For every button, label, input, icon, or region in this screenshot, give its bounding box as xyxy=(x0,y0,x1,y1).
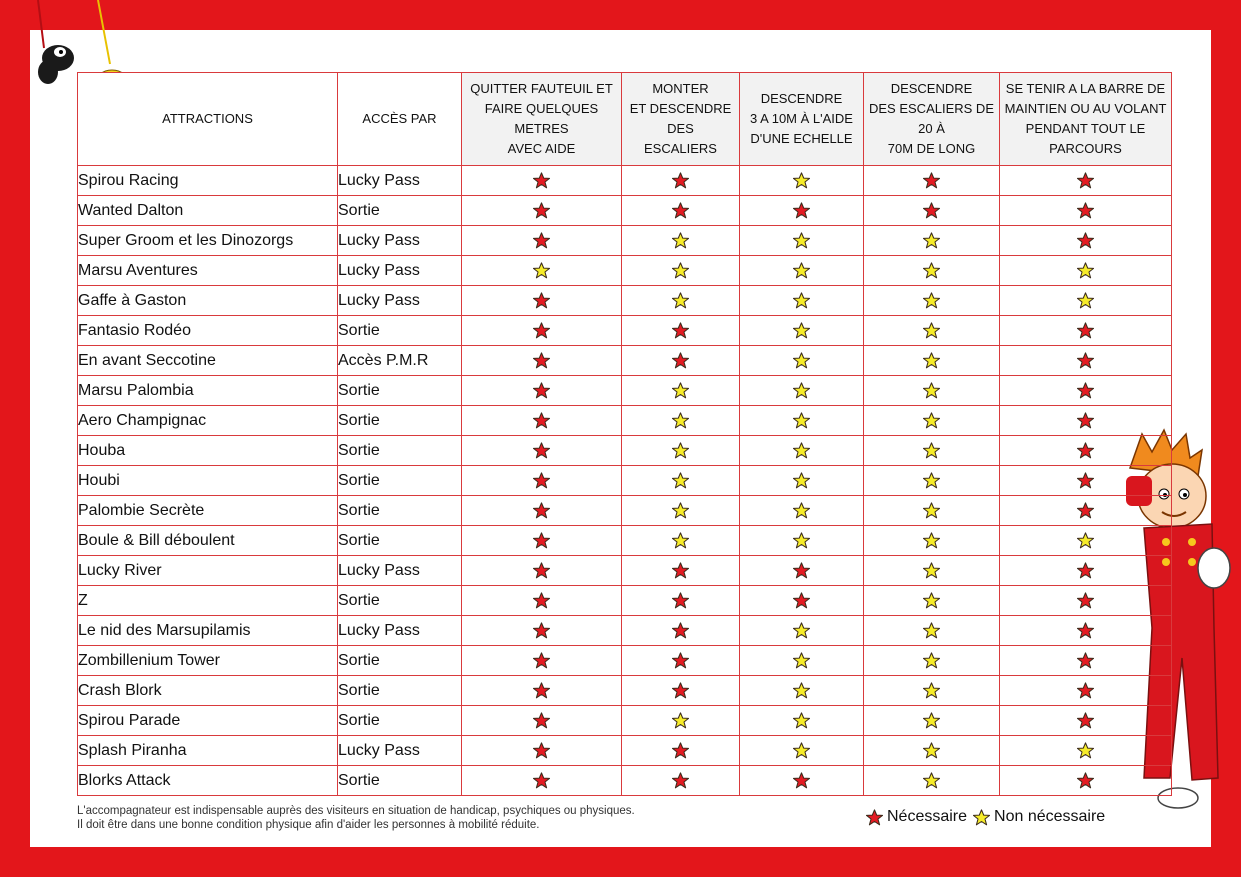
table-row xyxy=(78,316,1172,346)
attraction-name: Spirou Racing xyxy=(78,166,338,196)
yellow-star-icon xyxy=(1077,262,1094,279)
table-row xyxy=(78,706,1172,736)
requirement-cell xyxy=(864,586,1000,616)
requirement-cell xyxy=(1000,466,1172,496)
requirement-cell xyxy=(1000,556,1172,586)
access-type: Lucky Pass xyxy=(338,166,462,196)
requirement-cell xyxy=(864,556,1000,586)
yellow-star-icon xyxy=(923,652,940,669)
attraction-name: Blorks Attack xyxy=(78,766,338,796)
yellow-star-icon xyxy=(672,532,689,549)
requirement-cell xyxy=(740,226,864,256)
yellow-star-icon xyxy=(923,232,940,249)
table-row xyxy=(78,346,1172,376)
access-type: Sortie xyxy=(338,376,462,406)
attraction-name: Splash Piranha xyxy=(78,736,338,766)
red-star-icon xyxy=(1077,232,1094,249)
table-row xyxy=(78,766,1172,796)
yellow-star-icon xyxy=(672,262,689,279)
attraction-name: Fantasio Rodéo xyxy=(78,316,338,346)
requirement-cell xyxy=(1000,736,1172,766)
red-star-icon xyxy=(1077,652,1094,669)
requirement-cell xyxy=(462,376,622,406)
red-star-icon xyxy=(672,172,689,189)
red-star-icon xyxy=(1077,592,1094,609)
red-star-icon xyxy=(533,502,550,519)
access-type: Sortie xyxy=(338,646,462,676)
attraction-name: Z xyxy=(78,586,338,616)
requirement-cell xyxy=(622,256,740,286)
requirement-cell xyxy=(462,166,622,196)
requirement-cell xyxy=(864,706,1000,736)
table-header-row xyxy=(78,73,1172,166)
legend-necessaire-label: Nécessaire xyxy=(887,808,968,825)
table-row xyxy=(78,286,1172,316)
requirement-cell xyxy=(462,346,622,376)
red-star-icon xyxy=(1077,352,1094,369)
yellow-star-icon xyxy=(672,442,689,459)
red-star-icon xyxy=(1077,322,1094,339)
requirement-cell xyxy=(1000,406,1172,436)
requirement-cell xyxy=(864,316,1000,346)
table-row xyxy=(78,406,1172,436)
requirement-cell xyxy=(864,226,1000,256)
requirement-cell xyxy=(864,376,1000,406)
access-type: Lucky Pass xyxy=(338,226,462,256)
requirement-cell xyxy=(740,406,864,436)
requirement-cell xyxy=(864,406,1000,436)
yellow-star-icon xyxy=(793,382,810,399)
access-type: Sortie xyxy=(338,316,462,346)
accessibility-table xyxy=(77,72,1172,796)
requirement-cell xyxy=(622,706,740,736)
yellow-star-icon xyxy=(793,232,810,249)
access-type: Sortie xyxy=(338,436,462,466)
yellow-star-icon xyxy=(793,682,810,699)
requirement-cell xyxy=(462,676,622,706)
yellow-star-icon xyxy=(672,382,689,399)
yellow-star-icon xyxy=(672,232,689,249)
requirement-cell xyxy=(864,466,1000,496)
yellow-star-icon xyxy=(672,712,689,729)
yellow-star-icon xyxy=(923,382,940,399)
table-row xyxy=(78,736,1172,766)
red-star-icon xyxy=(672,682,689,699)
yellow-star-icon xyxy=(923,262,940,279)
requirement-cell xyxy=(462,736,622,766)
requirement-cell xyxy=(1000,346,1172,376)
red-star-icon xyxy=(672,742,689,759)
yellow-star-icon xyxy=(923,472,940,489)
yellow-star-icon xyxy=(793,172,810,189)
requirement-cell xyxy=(864,766,1000,796)
attraction-name: Zombillenium Tower xyxy=(78,646,338,676)
table-row xyxy=(78,586,1172,616)
yellow-star-icon xyxy=(923,322,940,339)
attraction-name: Gaffe à Gaston xyxy=(78,286,338,316)
table-row xyxy=(78,256,1172,286)
requirement-cell xyxy=(740,616,864,646)
requirement-cell xyxy=(462,466,622,496)
attraction-name: Houbi xyxy=(78,466,338,496)
requirement-cell xyxy=(740,286,864,316)
access-type: Sortie xyxy=(338,676,462,706)
yellow-star-icon xyxy=(973,809,990,826)
table-row xyxy=(78,526,1172,556)
requirement-cell xyxy=(622,346,740,376)
red-star-icon xyxy=(672,592,689,609)
red-star-icon xyxy=(672,562,689,579)
yellow-star-icon xyxy=(672,412,689,429)
yellow-star-icon xyxy=(923,712,940,729)
table-row xyxy=(78,196,1172,226)
attraction-name: Palombie Secrète xyxy=(78,496,338,526)
requirement-cell xyxy=(622,646,740,676)
requirement-cell xyxy=(1000,646,1172,676)
requirement-cell xyxy=(740,736,864,766)
access-type: Sortie xyxy=(338,406,462,436)
red-star-icon xyxy=(672,322,689,339)
requirement-cell xyxy=(622,496,740,526)
table-row xyxy=(78,676,1172,706)
red-star-icon xyxy=(533,232,550,249)
header-attractions: ATTRACTIONS xyxy=(78,73,338,166)
footer-note-line1: L'accompagnateur est indispensable auprès des visiteurs en situation de handicap, psychiques ou physiques. xyxy=(77,805,635,817)
access-type: Lucky Pass xyxy=(338,556,462,586)
requirement-cell xyxy=(462,406,622,436)
requirement-cell xyxy=(1000,676,1172,706)
requirement-cell xyxy=(864,256,1000,286)
attraction-name: Crash Blork xyxy=(78,676,338,706)
attraction-name: Lucky River xyxy=(78,556,338,586)
requirement-cell xyxy=(462,706,622,736)
requirement-cell xyxy=(462,436,622,466)
header-acces-par: ACCÈS PAR xyxy=(338,73,462,166)
table-row xyxy=(78,556,1172,586)
red-star-icon xyxy=(923,172,940,189)
red-star-icon xyxy=(533,682,550,699)
requirement-cell xyxy=(622,166,740,196)
requirement-cell xyxy=(1000,226,1172,256)
attraction-name: Marsu Palombia xyxy=(78,376,338,406)
red-star-icon xyxy=(1077,172,1094,189)
requirement-cell xyxy=(1000,166,1172,196)
red-star-icon xyxy=(533,592,550,609)
requirement-cell xyxy=(622,766,740,796)
requirement-cell xyxy=(864,436,1000,466)
yellow-star-icon xyxy=(923,772,940,789)
requirement-cell xyxy=(1000,316,1172,346)
header-tenir-barre: SE TENIR A LA BARRE DE MAINTIEN OU AU VOLANT PENDANT TOUT LE PARCOURS xyxy=(1000,73,1172,166)
yellow-star-icon xyxy=(923,622,940,639)
attraction-name: Aero Champignac xyxy=(78,406,338,436)
requirement-cell xyxy=(622,526,740,556)
requirement-cell xyxy=(622,406,740,436)
red-star-icon xyxy=(923,202,940,219)
yellow-star-icon xyxy=(793,442,810,459)
red-star-icon xyxy=(866,809,883,826)
red-star-icon xyxy=(672,202,689,219)
requirement-cell xyxy=(864,346,1000,376)
red-star-icon xyxy=(1077,202,1094,219)
yellow-star-icon xyxy=(923,592,940,609)
requirement-cell xyxy=(740,676,864,706)
yellow-star-icon xyxy=(923,292,940,309)
yellow-star-icon xyxy=(793,412,810,429)
access-type: Lucky Pass xyxy=(338,286,462,316)
requirement-cell xyxy=(864,616,1000,646)
requirement-cell xyxy=(740,766,864,796)
red-star-icon xyxy=(1077,682,1094,699)
requirement-cell xyxy=(1000,616,1172,646)
requirement-cell xyxy=(740,466,864,496)
header-descendre-escaliers-long: DESCENDRE DES ESCALIERS DE 20 À 70M DE LONG xyxy=(864,73,1000,166)
yellow-star-icon xyxy=(793,532,810,549)
requirement-cell xyxy=(462,226,622,256)
requirement-cell xyxy=(1000,286,1172,316)
requirement-cell xyxy=(622,556,740,586)
requirement-cell xyxy=(622,376,740,406)
red-star-icon xyxy=(533,202,550,219)
yellow-star-icon xyxy=(923,742,940,759)
requirement-cell xyxy=(622,676,740,706)
table-row xyxy=(78,166,1172,196)
yellow-star-icon xyxy=(793,622,810,639)
requirement-cell xyxy=(740,556,864,586)
requirement-cell xyxy=(740,646,864,676)
requirement-cell xyxy=(462,616,622,646)
attraction-name: Super Groom et les Dinozorgs xyxy=(78,226,338,256)
footer-note-line2: Il doit être dans une bonne condition physique afin d'aider les personnes à mobilité réduite. xyxy=(77,819,540,831)
access-type: Lucky Pass xyxy=(338,736,462,766)
footer-note xyxy=(77,804,635,832)
requirement-cell xyxy=(622,736,740,766)
yellow-star-icon xyxy=(793,712,810,729)
red-star-icon xyxy=(533,622,550,639)
requirement-cell xyxy=(1000,706,1172,736)
requirement-cell xyxy=(740,346,864,376)
requirement-cell xyxy=(740,256,864,286)
legend-non-label: Non nécessaire xyxy=(994,808,1106,825)
table-row xyxy=(78,616,1172,646)
access-type: Sortie xyxy=(338,586,462,616)
access-type: Sortie xyxy=(338,466,462,496)
requirement-cell xyxy=(864,676,1000,706)
red-star-icon xyxy=(533,412,550,429)
yellow-star-icon xyxy=(672,502,689,519)
requirement-cell xyxy=(462,286,622,316)
yellow-star-icon xyxy=(923,562,940,579)
red-star-icon xyxy=(1077,472,1094,489)
header-monter-escaliers: MONTER ET DESCENDRE DES ESCALIERS xyxy=(622,73,740,166)
requirement-cell xyxy=(1000,526,1172,556)
requirement-cell xyxy=(740,436,864,466)
requirement-cell xyxy=(462,556,622,586)
yellow-star-icon xyxy=(1077,292,1094,309)
red-star-icon xyxy=(793,592,810,609)
requirement-cell xyxy=(864,526,1000,556)
table-row xyxy=(78,436,1172,466)
access-type: Lucky Pass xyxy=(338,256,462,286)
access-type: Sortie xyxy=(338,706,462,736)
red-star-icon xyxy=(533,532,550,549)
yellow-star-icon xyxy=(923,682,940,699)
requirement-cell xyxy=(864,286,1000,316)
red-star-icon xyxy=(1077,562,1094,579)
requirement-cell xyxy=(622,196,740,226)
yellow-star-icon xyxy=(533,262,550,279)
yellow-star-icon xyxy=(923,412,940,429)
access-type: Sortie xyxy=(338,196,462,226)
yellow-star-icon xyxy=(793,652,810,669)
requirement-cell xyxy=(622,616,740,646)
attraction-name: Spirou Parade xyxy=(78,706,338,736)
attraction-name: Le nid des Marsupilamis xyxy=(78,616,338,646)
requirement-cell xyxy=(462,766,622,796)
requirement-cell xyxy=(622,436,740,466)
access-type: Sortie xyxy=(338,496,462,526)
red-star-icon xyxy=(533,352,550,369)
red-star-icon xyxy=(793,772,810,789)
access-type: Sortie xyxy=(338,526,462,556)
yellow-star-icon xyxy=(793,352,810,369)
requirement-cell xyxy=(1000,496,1172,526)
yellow-star-icon xyxy=(793,292,810,309)
red-star-icon xyxy=(672,772,689,789)
yellow-star-icon xyxy=(1077,532,1094,549)
red-star-icon xyxy=(1077,382,1094,399)
red-star-icon xyxy=(533,322,550,339)
yellow-star-icon xyxy=(793,742,810,759)
red-star-icon xyxy=(672,652,689,669)
requirement-cell xyxy=(622,226,740,256)
access-type: Lucky Pass xyxy=(338,616,462,646)
requirement-cell xyxy=(622,286,740,316)
requirement-cell xyxy=(1000,196,1172,226)
table-row xyxy=(78,226,1172,256)
yellow-star-icon xyxy=(672,472,689,489)
red-star-icon xyxy=(793,202,810,219)
requirement-cell xyxy=(462,256,622,286)
yellow-star-icon xyxy=(923,352,940,369)
yellow-star-icon xyxy=(672,292,689,309)
yellow-star-icon xyxy=(1077,742,1094,759)
requirement-cell xyxy=(1000,766,1172,796)
requirement-cell xyxy=(740,496,864,526)
requirement-cell xyxy=(740,376,864,406)
requirement-cell xyxy=(462,196,622,226)
requirement-cell xyxy=(622,586,740,616)
requirement-cell xyxy=(864,646,1000,676)
attraction-name: Houba xyxy=(78,436,338,466)
requirement-cell xyxy=(462,526,622,556)
red-star-icon xyxy=(1077,412,1094,429)
requirement-cell xyxy=(462,496,622,526)
table-row xyxy=(78,496,1172,526)
red-star-icon xyxy=(533,472,550,489)
access-type: Accès P.M.R xyxy=(338,346,462,376)
red-star-icon xyxy=(533,172,550,189)
requirement-cell xyxy=(622,316,740,346)
table-body xyxy=(78,166,1172,796)
attraction-name: En avant Seccotine xyxy=(78,346,338,376)
red-star-icon xyxy=(1077,772,1094,789)
requirement-cell xyxy=(740,316,864,346)
yellow-star-icon xyxy=(793,502,810,519)
requirement-cell xyxy=(1000,586,1172,616)
red-star-icon xyxy=(533,382,550,399)
requirement-cell xyxy=(462,586,622,616)
requirement-cell xyxy=(740,196,864,226)
legend xyxy=(866,808,1105,826)
red-star-icon xyxy=(1077,622,1094,639)
access-type: Sortie xyxy=(338,766,462,796)
table-row xyxy=(78,376,1172,406)
red-star-icon xyxy=(1077,712,1094,729)
red-star-icon xyxy=(533,772,550,789)
requirement-cell xyxy=(864,196,1000,226)
red-star-icon xyxy=(533,742,550,759)
red-star-icon xyxy=(533,442,550,459)
header-quitter-fauteuil: QUITTER FAUTEUIL ET FAIRE QUELQUES METRES AVEC AIDE xyxy=(462,73,622,166)
red-star-icon xyxy=(1077,502,1094,519)
attraction-name: Boule & Bill déboulent xyxy=(78,526,338,556)
red-star-icon xyxy=(533,562,550,579)
attraction-name: Marsu Aventures xyxy=(78,256,338,286)
requirement-cell xyxy=(622,466,740,496)
requirement-cell xyxy=(1000,376,1172,406)
yellow-star-icon xyxy=(923,502,940,519)
attraction-name: Wanted Dalton xyxy=(78,196,338,226)
table-row xyxy=(78,466,1172,496)
red-star-icon xyxy=(533,292,550,309)
red-star-icon xyxy=(793,562,810,579)
requirement-cell xyxy=(740,706,864,736)
requirement-cell xyxy=(740,526,864,556)
yellow-star-icon xyxy=(793,472,810,489)
yellow-star-icon xyxy=(793,322,810,339)
red-star-icon xyxy=(533,652,550,669)
red-star-icon xyxy=(672,622,689,639)
requirement-cell xyxy=(864,736,1000,766)
requirement-cell xyxy=(864,166,1000,196)
requirement-cell xyxy=(740,586,864,616)
requirement-cell xyxy=(462,316,622,346)
red-star-icon xyxy=(533,712,550,729)
yellow-star-icon xyxy=(923,442,940,459)
requirement-cell xyxy=(462,646,622,676)
red-star-icon xyxy=(1077,442,1094,459)
yellow-star-icon xyxy=(923,532,940,549)
header-descendre-echelle: DESCENDRE 3 A 10M À L'AIDE D'UNE ECHELLE xyxy=(740,73,864,166)
table-row xyxy=(78,646,1172,676)
requirement-cell xyxy=(740,166,864,196)
requirement-cell xyxy=(1000,436,1172,466)
red-star-icon xyxy=(672,352,689,369)
requirement-cell xyxy=(864,496,1000,526)
yellow-star-icon xyxy=(793,262,810,279)
requirement-cell xyxy=(1000,256,1172,286)
